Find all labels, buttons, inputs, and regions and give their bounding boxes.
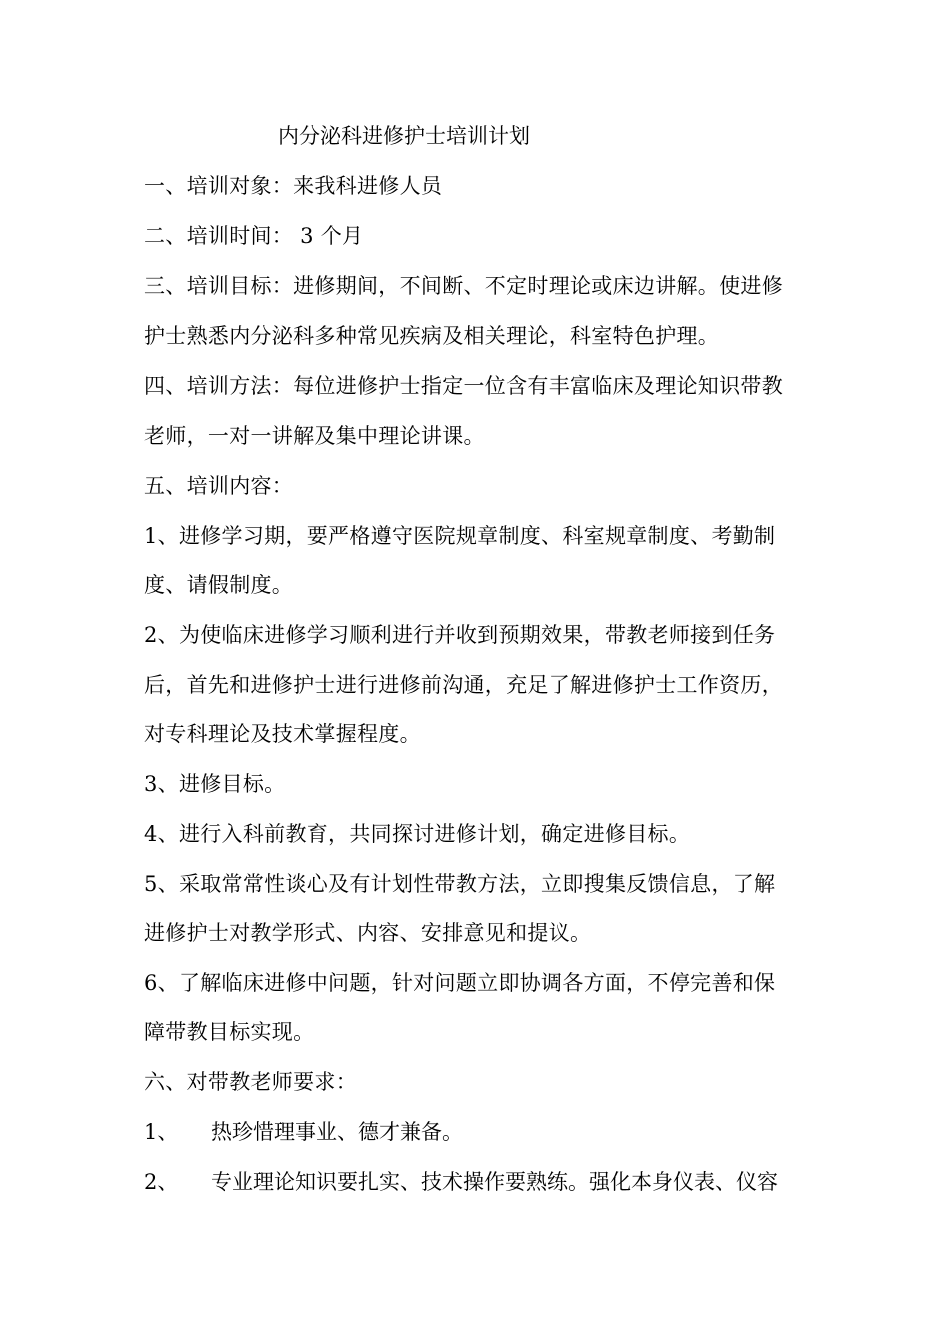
text-line: 6、了解临床进修中问题，针对问题立即协调各方面，不停完善和保 xyxy=(144,971,776,995)
text-line: 3、进修目标。 xyxy=(144,772,286,796)
text-line: 度、请假制度。 xyxy=(144,573,294,597)
text-line: 一、培训对象：来我科进修人员 xyxy=(144,174,443,198)
text-line: 三、培训目标：进修期间，不间断、不定时理论或床边讲解。使进修 xyxy=(144,274,783,298)
document-title: 内分泌科进修护士培训计划 xyxy=(278,124,530,148)
requirement-text: 热珍惜理事业、德才兼备。 xyxy=(211,1120,463,1144)
requirement-item xyxy=(144,1162,778,1202)
text-line: 1、进修学习期，要严格遵守医院规章制度、科室规章制度、考勤制 xyxy=(144,524,776,548)
text-line: 五、培训内容： xyxy=(144,474,294,498)
text-line: 5、采取常常性谈心及有计划性带教方法，立即搜集反馈信息，了解 xyxy=(144,872,776,896)
text-line: 2、为使临床进修学习顺利进行并收到预期效果，带教老师接到任务 xyxy=(144,623,776,647)
text-line: 老师，一对一讲解及集中理论讲课。 xyxy=(144,424,485,448)
requirement-item xyxy=(144,1112,463,1152)
text-line: 障带教目标实现。 xyxy=(144,1020,315,1044)
text-line: 护士熟悉内分泌科多种常见疾病及相关理论，科室特色护理。 xyxy=(144,324,720,348)
requirement-number: 2、 xyxy=(144,1170,179,1194)
text-line: 四、培训方法：每位进修护士指定一位含有丰富临床及理论知识带教 xyxy=(144,374,783,398)
text-line: 后，首先和进修护士进行进修前沟通，充足了解进修护士工作资历， xyxy=(144,673,783,697)
text-line: 4、进行入科前教育，共同探讨进修计划，确定进修目标。 xyxy=(144,822,691,846)
text-line: 对专科理论及技术掌握程度。 xyxy=(144,722,421,746)
requirement-number: 1、 xyxy=(144,1120,179,1144)
text-line: 六、对带教老师要求： xyxy=(144,1070,357,1094)
text-line: 二、培训时间： 3 个月 xyxy=(144,224,364,248)
requirement-text: 专业理论知识要扎实、技术操作要熟练。强化本身仪表、仪容 xyxy=(211,1170,778,1194)
text-line: 进修护士对教学形式、内容、安排意见和提议。 xyxy=(144,921,592,945)
